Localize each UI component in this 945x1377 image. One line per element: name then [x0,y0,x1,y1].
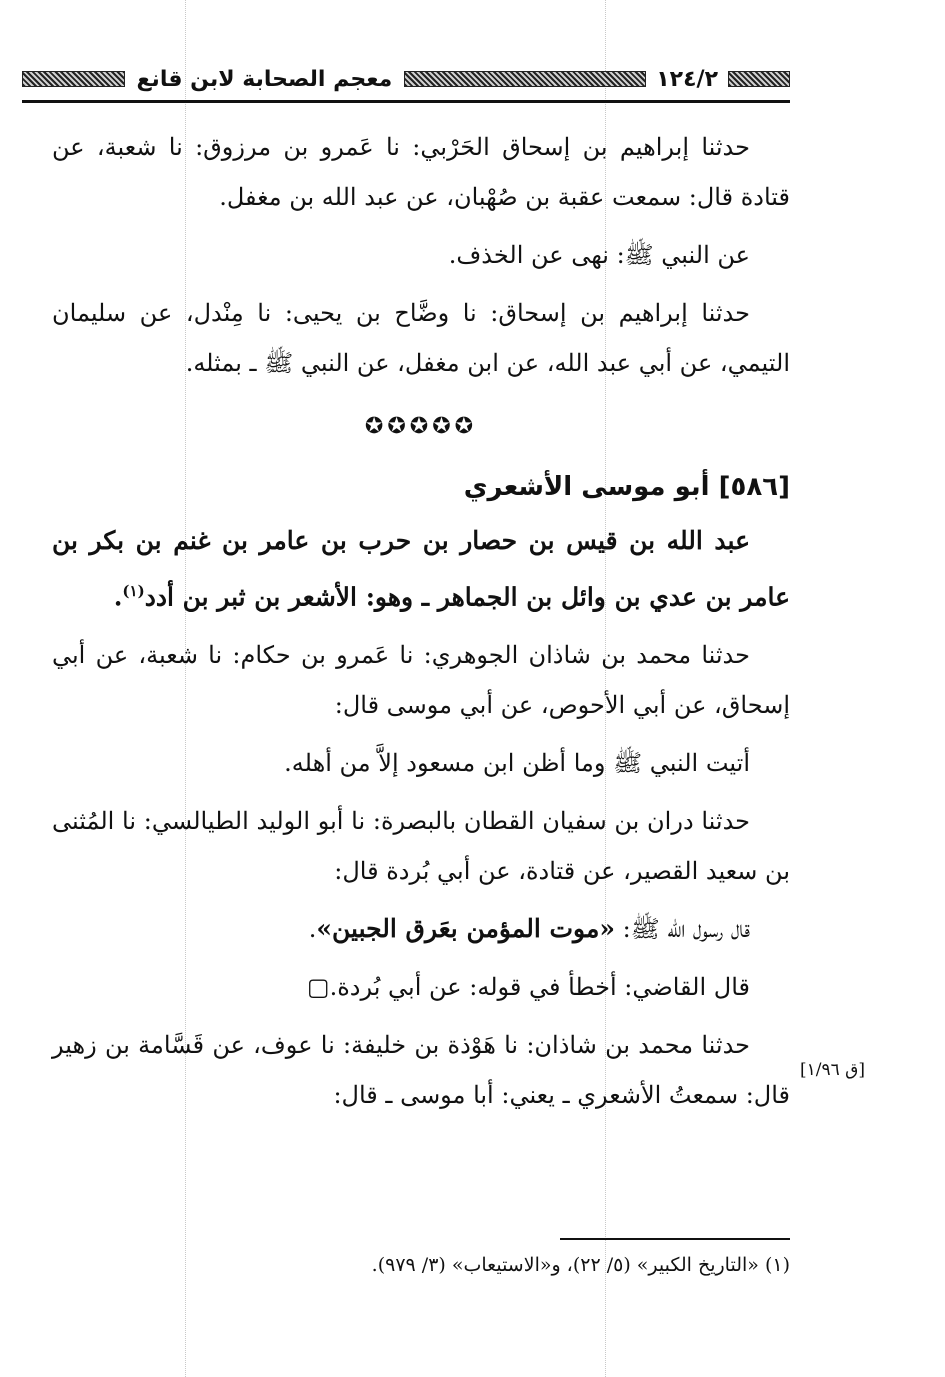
manuscript-folio-note: [ق ١/٩٦] [800,1060,865,1080]
footnote-reference: (١) [122,582,145,600]
footnote: (١) «التاريخ الكبير» (٥/ ٢٢)، و«الاستيعاب» (٣/ ٩٧٩). [371,1254,790,1276]
judge-comment: قال القاضي: أخطأ في قوله: عن أبي بُردة.▢ [306,973,750,1002]
page-body [52,122,790,1128]
hadith-prefix: قال رسول الله ﷺ: [615,915,750,944]
lineage-text: عبد الله بن قيس بن حصار بن حرب بن عامر بن غنم بن بكر بن عامر بن عدي بن وائل بن الجماهر ـ وهو: الأشعر بن ثبر بن أدد [52,526,790,612]
hadith-quote: «موت المؤمن بعَرق الجبين» [316,914,615,944]
header-rule [22,100,790,103]
hadith-chain: حدثنا إبراهيم بن إسحاق: نا وضَّاح بن يحيى: نا مِنْدل، عن سليمان التيمي، عن أبي عبد الله، عن ابن مغفل، عن النبي ﷺ ـ بمثله. [52,299,790,377]
hadith-text [52,904,790,954]
lineage-end: . [113,582,123,612]
hadith-end: . [308,915,317,944]
hadith-chain: حدثنا دران بن سفيان القطان بالبصرة: نا أبو الوليد الطيالسي: نا المُثنى بن سعيد القصير، عن قتادة، عن أبي بُردة قال: [52,807,790,886]
page-number: ١٢٤/٢ [656,66,718,92]
header-ornament [22,71,125,87]
footnote-rule [560,1238,790,1240]
page-header [22,64,790,94]
header-ornament [404,71,646,87]
section-divider: ✪✪✪✪✪ [364,414,478,439]
hadith-chain: حدثنا محمد بن شاذان الجوهري: نا عَمرو بن حكام: نا شعبة، عن أبي إسحاق، عن أبي الأحوص، عن أبي موسى قال: [52,641,790,720]
hadith-text: أتيت النبي ﷺ وما أظن ابن مسعود إلاَّ من أهله. [284,749,750,778]
hadith-text: عن النبي ﷺ: نهى عن الخذف. [448,241,750,269]
entry-heading: [٥٨٦] أبو موسى الأشعري [463,472,790,502]
hadith-chain: حدثنا محمد بن شاذان: نا هَوْذة بن خليفة: نا عوف، عن قَسَّامة بن زهير قال: سمعتُ الأشعري ـ يعني: أبا موسى ـ قال: [52,1031,790,1110]
hadith-chain: حدثنا إبراهيم بن إسحاق الحَرْبي: نا عَمرو بن مرزوق: نا شعبة، عن قتادة قال: سمعت عقبة بن صُهْبان، عن عبد الله بن مغفل. [52,133,790,211]
header-ornament [728,71,790,87]
entry-lineage [52,516,790,622]
book-title: معجم الصحابة لابن قانع [136,66,393,92]
